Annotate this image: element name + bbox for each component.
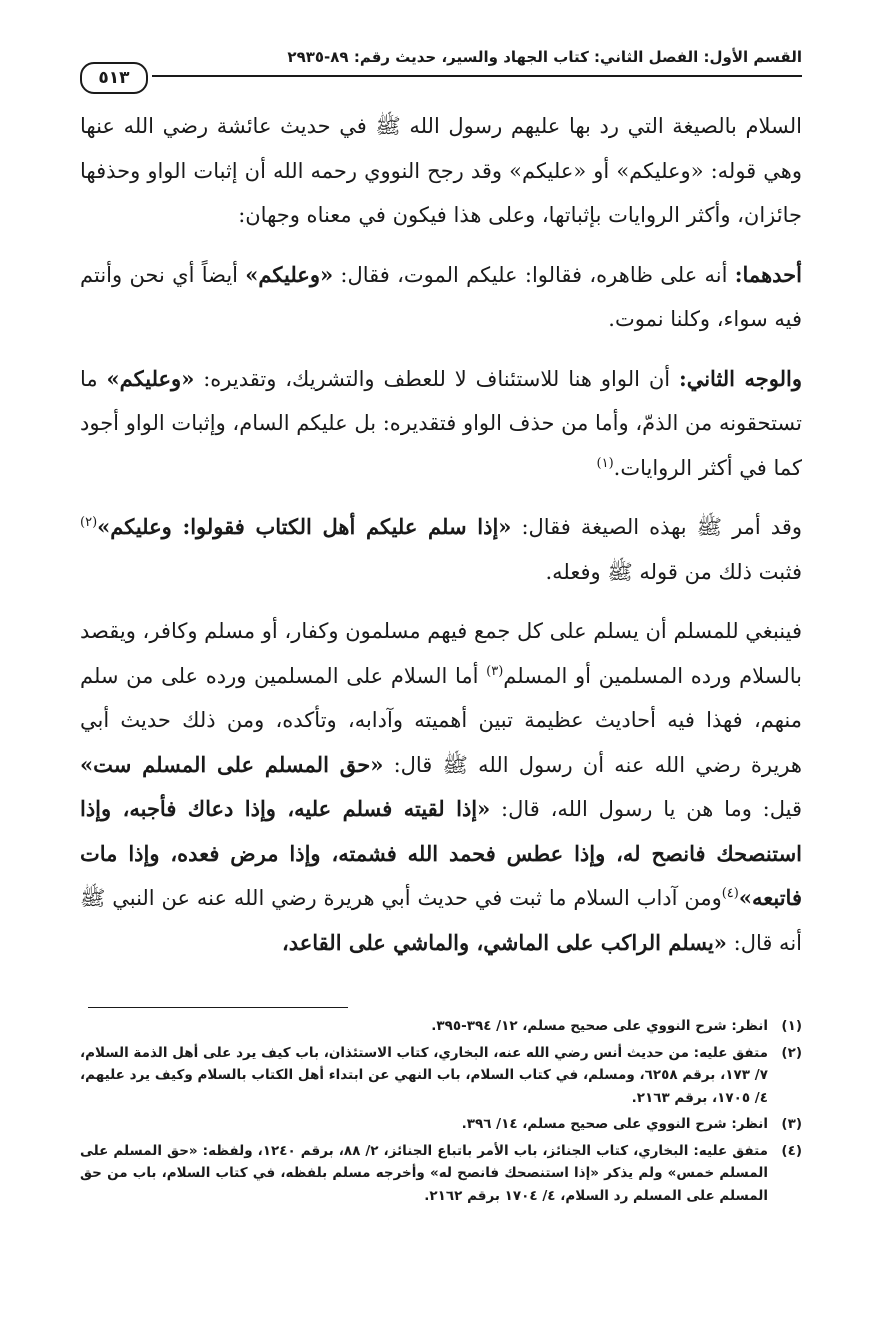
footnote-4 <box>80 1140 802 1208</box>
paragraph-4-hadith: «إذا سلم عليكم أهل الكتاب فقولوا: وعليكم» <box>97 514 512 539</box>
footnote-number: (١) <box>781 1018 802 1034</box>
footnote-text: متفق عليه: من حديث أنس رضي الله عنه، البخاري، كتاب الاستئذان، باب كيف يرد على أهل الذمة السلام، ٧/ ١٧٣، برقم ٦٢٥٨، ومسلم، في كتاب السلام، باب النهي عن ابتداء أهل الكتاب بالسلام وكيف يرد عليهم، ٤/ ١٧٠٥، برقم ٢١٦٣. <box>80 1044 768 1106</box>
footnote-ref-3[interactable]: (٣) <box>486 663 504 679</box>
paragraph-3 <box>80 357 802 491</box>
footnote-2 <box>80 1042 802 1110</box>
paragraph-2-text-c: أيضاً أي نحن وأنتم فيه سواء، وكلنا نموت. <box>80 262 802 331</box>
footnote-separator <box>88 1007 348 1008</box>
paragraph-3-quote: «وعليكم» <box>106 365 195 391</box>
paragraph-4-text-a: وقد أمر ﷺ بهذه الصيغة فقال: <box>511 515 802 539</box>
paragraph-3-text-a: أن الواو هنا للاستئناف لا للعطف والتشريك، وتقديره: <box>194 366 679 391</box>
header-title: القسم الأول: الفصل الثاني: كتاب الجهاد والسير، حديث رقم: ٨٩-٢٩٣٥ <box>287 48 802 66</box>
footnote-number: (٤) <box>781 1142 802 1159</box>
paragraph-5-text-a: فينبغي للمسلم أن يسلم على كل جمع فيهم مسلمون وكفار، أو مسلم وكافر، ويقصد بالسلام ورده المسلمين أو المسلم <box>80 619 802 688</box>
footnote-text: متفق عليه: البخاري، كتاب الجنائز، باب الأمر باتباع الجنائز، ٢/ ٨٨، برقم ١٢٤٠، ولفظه: «حق المسلم على المسلم خمس» ولم يذكر «إذا استنصحك فانصح له» وأخرجه مسلم بلفظه، في كتاب السلام، باب من حق المسلم على المسلم رد السلام، ٤/ ١٧٠٤ برقم ٢١٦٢. <box>80 1142 769 1204</box>
paragraph-5-hadith-2: «إذا لقيته فسلم عليه، وإذا دعاك فأجبه، وإذا استنصحك فانصح له، وإذا عطس فحمد الله فشمته، وإذا مرض فعده، وإذا مات فاتبعه» <box>80 796 802 910</box>
paragraph-1-text: السلام بالصيغة التي رد بها عليهم رسول الله ﷺ في حديث عائشة رضي الله عنها وهي قوله: «وعليكم» أو «عليكم» وقد رجح النووي رحمه الله أن إثبات الواو وحذفها جائزان، وأكثر الروايات بإثباتها، وعلى هذا فيكون في معناه وجهان: <box>80 114 802 227</box>
header-rule <box>152 75 802 77</box>
paragraph-4-text-c: فثبت ذلك من قوله ﷺ وفعله. <box>545 559 802 584</box>
paragraph-1 <box>80 104 802 238</box>
footnote-number: (٣) <box>781 1116 802 1132</box>
paragraph-5-text-f: ومن آداب السلام ما ثبت في حديث أبي هريرة رضي الله عنه عن النبي ﷺ أنه قال: <box>80 886 802 955</box>
paragraph-2-quote: «وعليكم» <box>245 261 334 287</box>
paragraph-2 <box>80 253 802 342</box>
page-number: ٥١٣ <box>80 62 148 94</box>
paragraph-5-hadith-1: «حق المسلم على المسلم ست» <box>80 751 384 777</box>
footnote-text: انظر: شرح النووي على صحيح مسلم، ١٤/ ٣٩٦. <box>461 1116 768 1132</box>
paragraph-3-text-c: ما تستحقونه من الذمّ، وأما من حذف الواو فتقديره: بل عليكم السام، وإثبات الواو أجود كما في أكثر الروايات. <box>80 366 802 480</box>
paragraph-4 <box>80 505 802 594</box>
footnote-text: انظر: شرح النووي على صحيح مسلم، ١٢/ ٣٩٤-٣٩٥. <box>431 1018 768 1034</box>
footnote-1 <box>80 1015 802 1038</box>
footnote-3 <box>80 1113 802 1136</box>
main-text <box>80 104 802 980</box>
footnote-number: (٢) <box>781 1044 802 1061</box>
paragraph-5-text-b: أما السلام على المسلمين ورده على من سلم منهم، فهذا فيه أحاديث عظيمة تبين أهميته وآدابه، وتأكده، ومن ذلك حديث أبي هريرة رضي الله عنه أن رسول الله ﷺ قال: <box>80 663 803 777</box>
paragraph-3-lead: والوجه الثاني: <box>678 365 802 391</box>
footnote-ref-2[interactable]: (٢) <box>80 515 98 530</box>
paragraph-2-lead: أحدهما: <box>734 261 802 287</box>
footnotes <box>80 1015 802 1211</box>
paragraph-5-hadith-3: «يسلم الراكب على الماشي، والماشي على القاعد، <box>281 929 727 955</box>
footnote-ref-4[interactable]: (٤) <box>721 886 739 901</box>
paragraph-5-text-d: قيل: وما هن يا رسول الله، قال: <box>490 797 802 821</box>
paragraph-2-text-a: أنه على ظاهره، فقالوا: عليكم الموت، فقال: <box>333 262 735 287</box>
running-header <box>82 44 802 88</box>
paragraph-5 <box>80 609 802 965</box>
footnote-ref-1[interactable]: (١) <box>596 455 614 471</box>
